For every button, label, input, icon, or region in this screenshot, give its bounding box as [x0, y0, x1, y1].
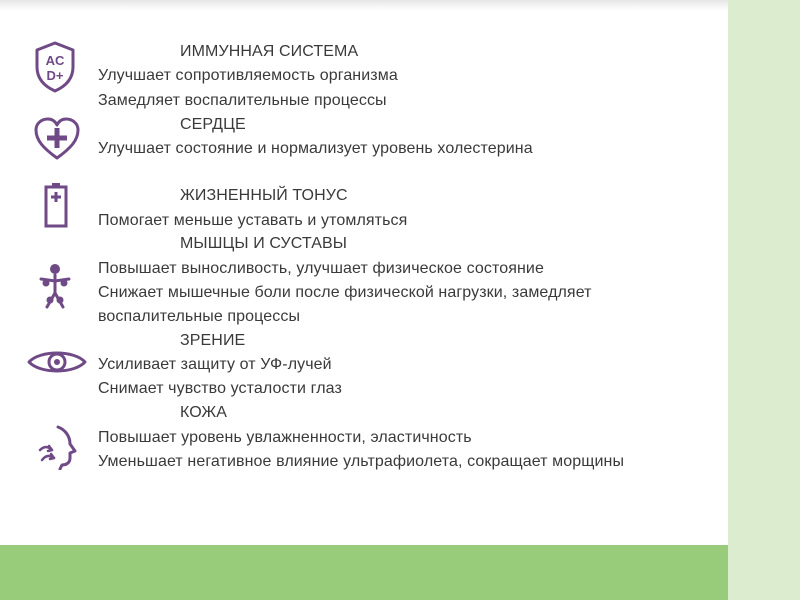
section-heading-vision: ЗРЕНИЕ [180, 332, 246, 349]
acd-shield-icon [33, 41, 77, 93]
section-line: Улучшает сопротивляемость организма [98, 67, 398, 84]
side-panel [728, 0, 800, 600]
svg-text:AC: AC [45, 53, 65, 68]
section-line: Помогает меньше уставать и утомляться [98, 212, 408, 229]
section-heading-muscles: МЫШЦЫ И СУСТАВЫ [180, 235, 348, 252]
section-heading-immune: ИММУННАЯ СИСТЕМА [180, 43, 359, 60]
section-line: Замедляет воспалительные процессы [98, 92, 387, 109]
body-joints-icon [37, 263, 73, 309]
section-line: Уменьшает негативное влияние ультрафиолета, сокращает морщины [98, 453, 625, 470]
section-heading-vitality: ЖИЗНЕННЫЙ ТОНУС [180, 187, 348, 204]
heart-plus-icon [33, 116, 81, 162]
face-skin-icon [36, 424, 78, 470]
section-heading-heart: СЕРДЦЕ [180, 116, 246, 133]
bottom-band [0, 545, 728, 600]
section-line: Снимает чувство усталости глаз [98, 380, 342, 397]
section-line: Улучшает состояние и нормализует уровень холестерина [98, 140, 533, 157]
eye-icon [26, 347, 88, 377]
section-line: Повышает выносливость, улучшает физическое состояние [98, 260, 544, 277]
section-heading-skin: КОЖА [180, 404, 228, 421]
section-line: Снижает мышечные боли после физической нагрузки, замедляет [98, 284, 592, 301]
section-line: Усиливает защиту от УФ-лучей [98, 356, 332, 373]
svg-text:D+: D+ [46, 68, 64, 83]
battery-icon [44, 182, 68, 228]
section-line: Повышает уровень увлажненности, эластичность [98, 429, 472, 446]
section-line: воспалительные процессы [98, 308, 301, 325]
slide-top-strip [0, 0, 728, 10]
